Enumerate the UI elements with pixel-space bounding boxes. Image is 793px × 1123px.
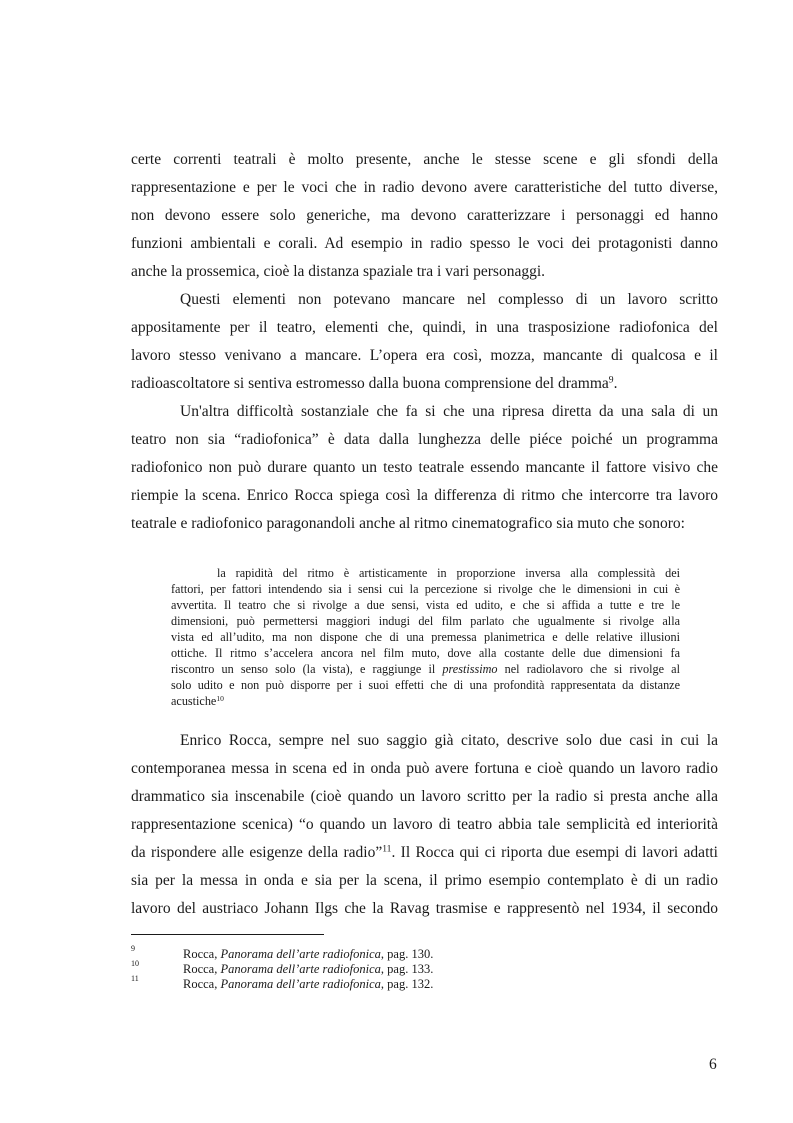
quote-line: [171, 693, 680, 709]
body-line: anche la prossemica, cioè la distanza spaziale tra i vari personaggi.: [131, 263, 546, 280]
line-text: radioascoltatore si sentiva estromesso dalla buona comprensione del dramma: [131, 375, 609, 392]
body-line: lavoro del austriaco Johann Ilgs che la Ravag trasmise e rappresentò nel 1934, il secondo: [131, 900, 718, 917]
body-line: certe correnti teatrali è molto presente, anche le stesse scene e gli sfondi della: [131, 151, 718, 168]
quote-line: avvertita. Il teatro che si rivolge a due sensi, vista ed udito, e che si affida a tutte e tre le: [171, 598, 680, 612]
body-line: funzioni ambientali e corali. Ad esempio in radio spesso le voci dei protagonisti danno: [131, 235, 718, 252]
quote-line: dimensioni, può permettersi maggiori indugi del film parlato che ugualmente si rivolge alla: [171, 614, 680, 628]
footnote-ref[interactable]: 10: [216, 693, 224, 703]
footnote-text: Rocca, Panorama dell’arte radiofonica, pag. 130.: [183, 947, 434, 961]
footnote-number: 9: [131, 944, 135, 953]
line-text: da rispondere alle esigenze della radio”: [131, 844, 383, 861]
page-number: 6: [709, 1056, 717, 1073]
quote-line: vista ed all’udito, ma non dispone che di una premessa planimetrica e delle relative illusioni: [171, 630, 680, 644]
line-text: . Il Rocca qui ci riporta due esempi di lavori adatti: [391, 844, 718, 861]
body-line: rappresentazione scenica) “o quando un lavoro di teatro abbia tale semplicità ed interiorità: [131, 816, 718, 833]
quote-text: riscontro un senso solo (la vista), e raggiunge il: [171, 662, 443, 676]
body-line: radioascoltatore si sentiva estromesso dalla buona comprensione del dramma$^9$.: [131, 374, 618, 392]
footnote-number: 10: [131, 959, 139, 968]
body-line: teatrale e radiofonico paragonandoli anche al ritmo cinematografico sia muto che sonoro:: [131, 515, 685, 532]
footnote-ref[interactable]: 9: [608, 374, 614, 386]
body-line: teatro non sia “radiofonica” è data dalla lunghezza delle piéce poiché un programma: [131, 431, 718, 448]
footnote-text: Rocca, Panorama dell’arte radiofonica, pag. 132.: [183, 977, 434, 991]
quote-text: acustiche: [171, 694, 217, 708]
body-line: Enrico Rocca, sempre nel suo saggio già citato, descrive solo due casi in cui la: [180, 732, 718, 749]
quote-emphasis: prestissimo: [442, 662, 498, 676]
body-line: non devono essere solo generiche, ma devono caratterizzare i personaggi ed hanno: [131, 207, 718, 224]
quote-line: ottiche. Il ritmo s’accelera ancora nel film muto, dove alla costante delle due dimensioni fa: [171, 646, 680, 660]
body-line: drammatico sia inscenabile (cioè quando un lavoro scritto per la radio si presta anche alla: [131, 788, 718, 805]
body-line: lavoro stesso venivano a mancare. L’opera era così, mozza, mancante di qualcosa e il: [131, 347, 718, 364]
body-line: Questi elementi non potevano mancare nel complesso di un lavoro scritto: [180, 291, 718, 308]
quote-line: la rapidità del ritmo è artisticamente in proporzione inversa alla complessità dei: [217, 566, 680, 580]
body-line: radiofonico non può durare quanto un testo teatrale essendo mancante il fattore visivo che: [131, 459, 718, 476]
footnote-separator: [131, 934, 324, 935]
footnote-text: Rocca, Panorama dell’arte radiofonica, pag. 133.: [183, 962, 434, 976]
body-line: Un'altra difficoltà sostanziale che fa si che una ripresa diretta da una sala di un: [180, 403, 718, 420]
quote-text: nel radiolavoro che si rivolge al: [497, 662, 680, 676]
quote-line: solo udito e non può disporre per i suoi effetti che di una profondità rappresentata da distanze: [171, 678, 680, 692]
quote-line: fattori, per fattori intendendo sia i sensi cui la percezione si rivolge che le dimensioni in cui è: [171, 582, 680, 596]
footnote-ref[interactable]: 11: [382, 843, 392, 855]
body-line: contemporanea messa in scena ed in onda può avere fortuna e cioè quando un lavoro radio: [131, 760, 718, 777]
body-line: rappresentazione e per le voci che in radio devono avere caratteristiche del tutto diverse,: [131, 179, 718, 196]
body-line: appositamente per il teatro, elementi che, quindi, in una trasposizione radiofonica del: [131, 319, 718, 336]
body-line: [131, 842, 718, 864]
body-line: riempie la scena. Enrico Rocca spiega così la differenza di ritmo che intercorre tra lavoro: [131, 487, 718, 504]
body-line: sia per la messa in onda e sia per la scena, il primo esempio contemplato è di un radio: [131, 872, 718, 889]
quote-line: [171, 661, 680, 677]
footnote-number: 11: [131, 974, 139, 983]
